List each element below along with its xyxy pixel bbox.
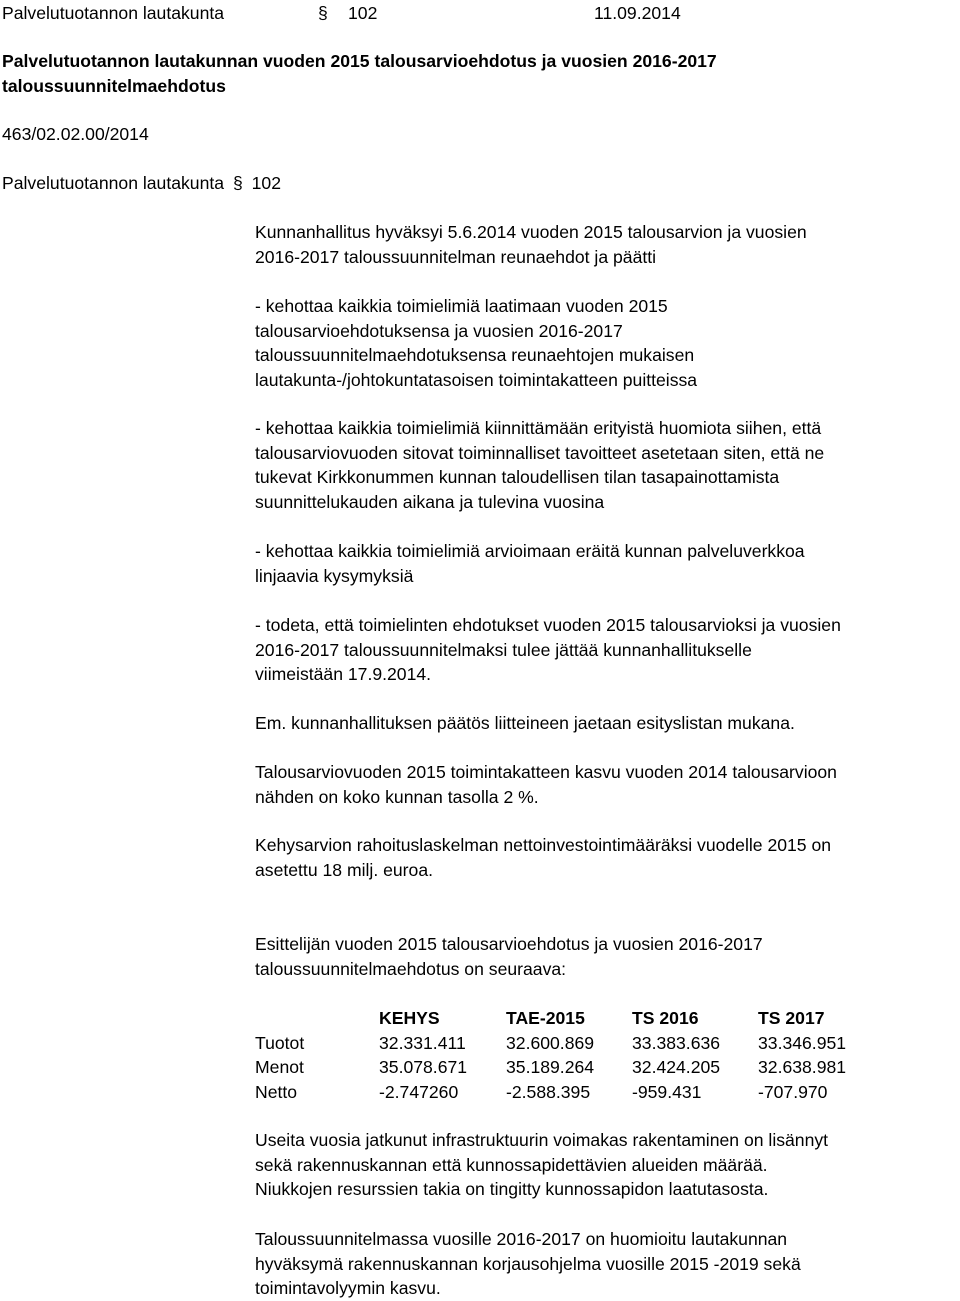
table-cell: 32.638.981 — [758, 1057, 847, 1077]
paragraph-item-4 — [255, 613, 960, 687]
paragraph-plan-note — [255, 1227, 960, 1301]
text-line: - kehottaa kaikkia toimielimiä arvioimaan eräitä kunnan palveluverkkoa — [255, 541, 805, 561]
table-cell: 32.600.869 — [506, 1032, 595, 1053]
table-header-cell: KEHYS — [379, 1008, 440, 1028]
text-line: tukevat Kirkkonummen kunnan taloudellisen tilan tasapainottamista — [255, 467, 780, 487]
header-section-sign: § — [318, 3, 328, 23]
budget-table — [255, 1006, 868, 1104]
header-organ: Palvelutuotannon lautakunta — [2, 3, 225, 23]
row-label: Tuotot — [255, 1032, 305, 1053]
text-line: Useita vuosia jatkunut infrastruktuurin voimakas rakentaminen on lisännyt — [255, 1130, 829, 1150]
paragraph-item-3 — [255, 539, 960, 588]
text-line: Esittelijän vuoden 2015 talousarvioehdotus ja vuosien 2016-2017 — [255, 934, 763, 954]
table-header-cell — [255, 1006, 379, 1031]
table-row — [255, 1031, 868, 1056]
text-line: talousarviovuoden sitovat toiminnalliset tavoitteet asetetaan siten, että ne — [255, 442, 825, 463]
header-date: 11.09.2014 — [594, 3, 681, 23]
text-line: Talousarviovuoden 2015 toimintakatteen kasvu vuoden 2014 talousarvioon — [255, 762, 837, 782]
table-row — [255, 1055, 868, 1080]
organ-section-heading — [2, 171, 281, 196]
paragraph-item-1 — [255, 294, 960, 392]
paragraph-intro — [255, 220, 960, 269]
text-line: 2016-2017 taloussuunnitelmaksi tulee jättää kunnanhallitukselle — [255, 639, 752, 660]
text-line: talousarvioehdotuksensa ja vuosien 2016-2017 — [255, 320, 623, 341]
text-line: - kehottaa kaikkia toimielimiä laatimaan vuoden 2015 — [255, 296, 668, 316]
title-line: Palvelutuotannon lautakunnan vuoden 2015 talousarvioehdotus ja vuosien 2016-2017 — [2, 51, 717, 71]
text-line: taloussuunnitelmaehdotus on seuraava: — [255, 958, 567, 979]
text-line: nähden on koko kunnan tasolla 2 %. — [255, 786, 539, 807]
text-line: hyväksymä rakennuskannan korjausohjelma vuosille 2015 -2019 sekä — [255, 1253, 801, 1274]
table-cell: 35.078.671 — [379, 1057, 468, 1077]
row-label: Menot — [255, 1057, 304, 1077]
document-title — [2, 49, 717, 98]
title-line: taloussuunnitelmaehdotus — [2, 75, 226, 96]
text-line: Em. kunnanhallituksen päätös liitteineen jaetaan esityslistan mukana. — [255, 713, 795, 733]
text-line: Niukkojen resurssien takia on tingitty kunnossapidon laatutasosta. — [255, 1179, 769, 1199]
table-cell: 33.346.951 — [758, 1032, 847, 1053]
text-line: linjaavia kysymyksiä — [255, 565, 414, 586]
text-line: 2016-2017 taloussuunnitelman reunaehdot ja päätti — [255, 246, 657, 267]
organ-name: Palvelutuotannon lautakunta — [2, 173, 225, 193]
table-cell: 35.189.264 — [506, 1057, 595, 1077]
paragraph-infrastructure — [255, 1128, 960, 1202]
paragraph-attachment-note — [255, 711, 960, 736]
table-header-row — [255, 1006, 868, 1031]
table-header-cell: TS 2016 — [632, 1008, 699, 1028]
paragraph-proposal-intro — [255, 932, 960, 981]
paragraph-item-2 — [255, 416, 960, 514]
table-cell: -707.970 — [758, 1081, 828, 1102]
text-line: viimeistään 17.9.2014. — [255, 664, 432, 684]
text-line: taloussuunnitelmaehdotuksensa reunaehtojen mukaisen — [255, 345, 695, 365]
text-line: toimintavolyymin kasvu. — [255, 1278, 441, 1298]
row-label: Netto — [255, 1081, 298, 1102]
text-line: asetettu 18 milj. euroa. — [255, 859, 433, 880]
text-line: suunnittelukauden aikana ja tulevina vuosina — [255, 491, 605, 512]
table-cell: -959.431 — [632, 1081, 702, 1102]
table-cell: 32.424.205 — [632, 1057, 721, 1077]
text-line: lautakunta-/johtokuntatasoisen toimintakatteen puitteissa — [255, 369, 698, 390]
table-row — [255, 1080, 868, 1105]
section-sign: § — [232, 173, 243, 193]
table-header-cell: TS 2017 — [758, 1008, 825, 1028]
table-cell: -2.588.395 — [506, 1081, 591, 1102]
paragraph-growth — [255, 760, 960, 809]
text-line: Kehysarvion rahoituslaskelman nettoinvestointimääräksi vuodelle 2015 on — [255, 835, 832, 855]
table-cell: 32.331.411 — [379, 1032, 466, 1053]
text-line: - kehottaa kaikkia toimielimiä kiinnittämään erityistä huomiota siihen, että — [255, 418, 822, 438]
document-number: 463/02.02.00/2014 — [2, 124, 149, 144]
table-cell: -2.747260 — [379, 1081, 459, 1102]
paragraph-investment — [255, 833, 960, 882]
text-line: - todeta, että toimielinten ehdotukset vuoden 2015 talousarvioksi ja vuosien — [255, 615, 841, 635]
text-line: Kunnanhallitus hyväksyi 5.6.2014 vuoden 2015 talousarvion ja vuosien — [255, 222, 807, 242]
table-cell: 33.383.636 — [632, 1032, 721, 1053]
text-line: Taloussuunnitelmassa vuosille 2016-2017 on huomioitu lautakunnan — [255, 1229, 788, 1249]
text-line: sekä rakennuskannan että kunnossapidettävien alueiden määrää. — [255, 1154, 768, 1175]
table-header-cell: TAE-2015 — [506, 1008, 585, 1028]
section-number: 102 — [251, 173, 281, 193]
header-section-number: 102 — [348, 3, 378, 23]
